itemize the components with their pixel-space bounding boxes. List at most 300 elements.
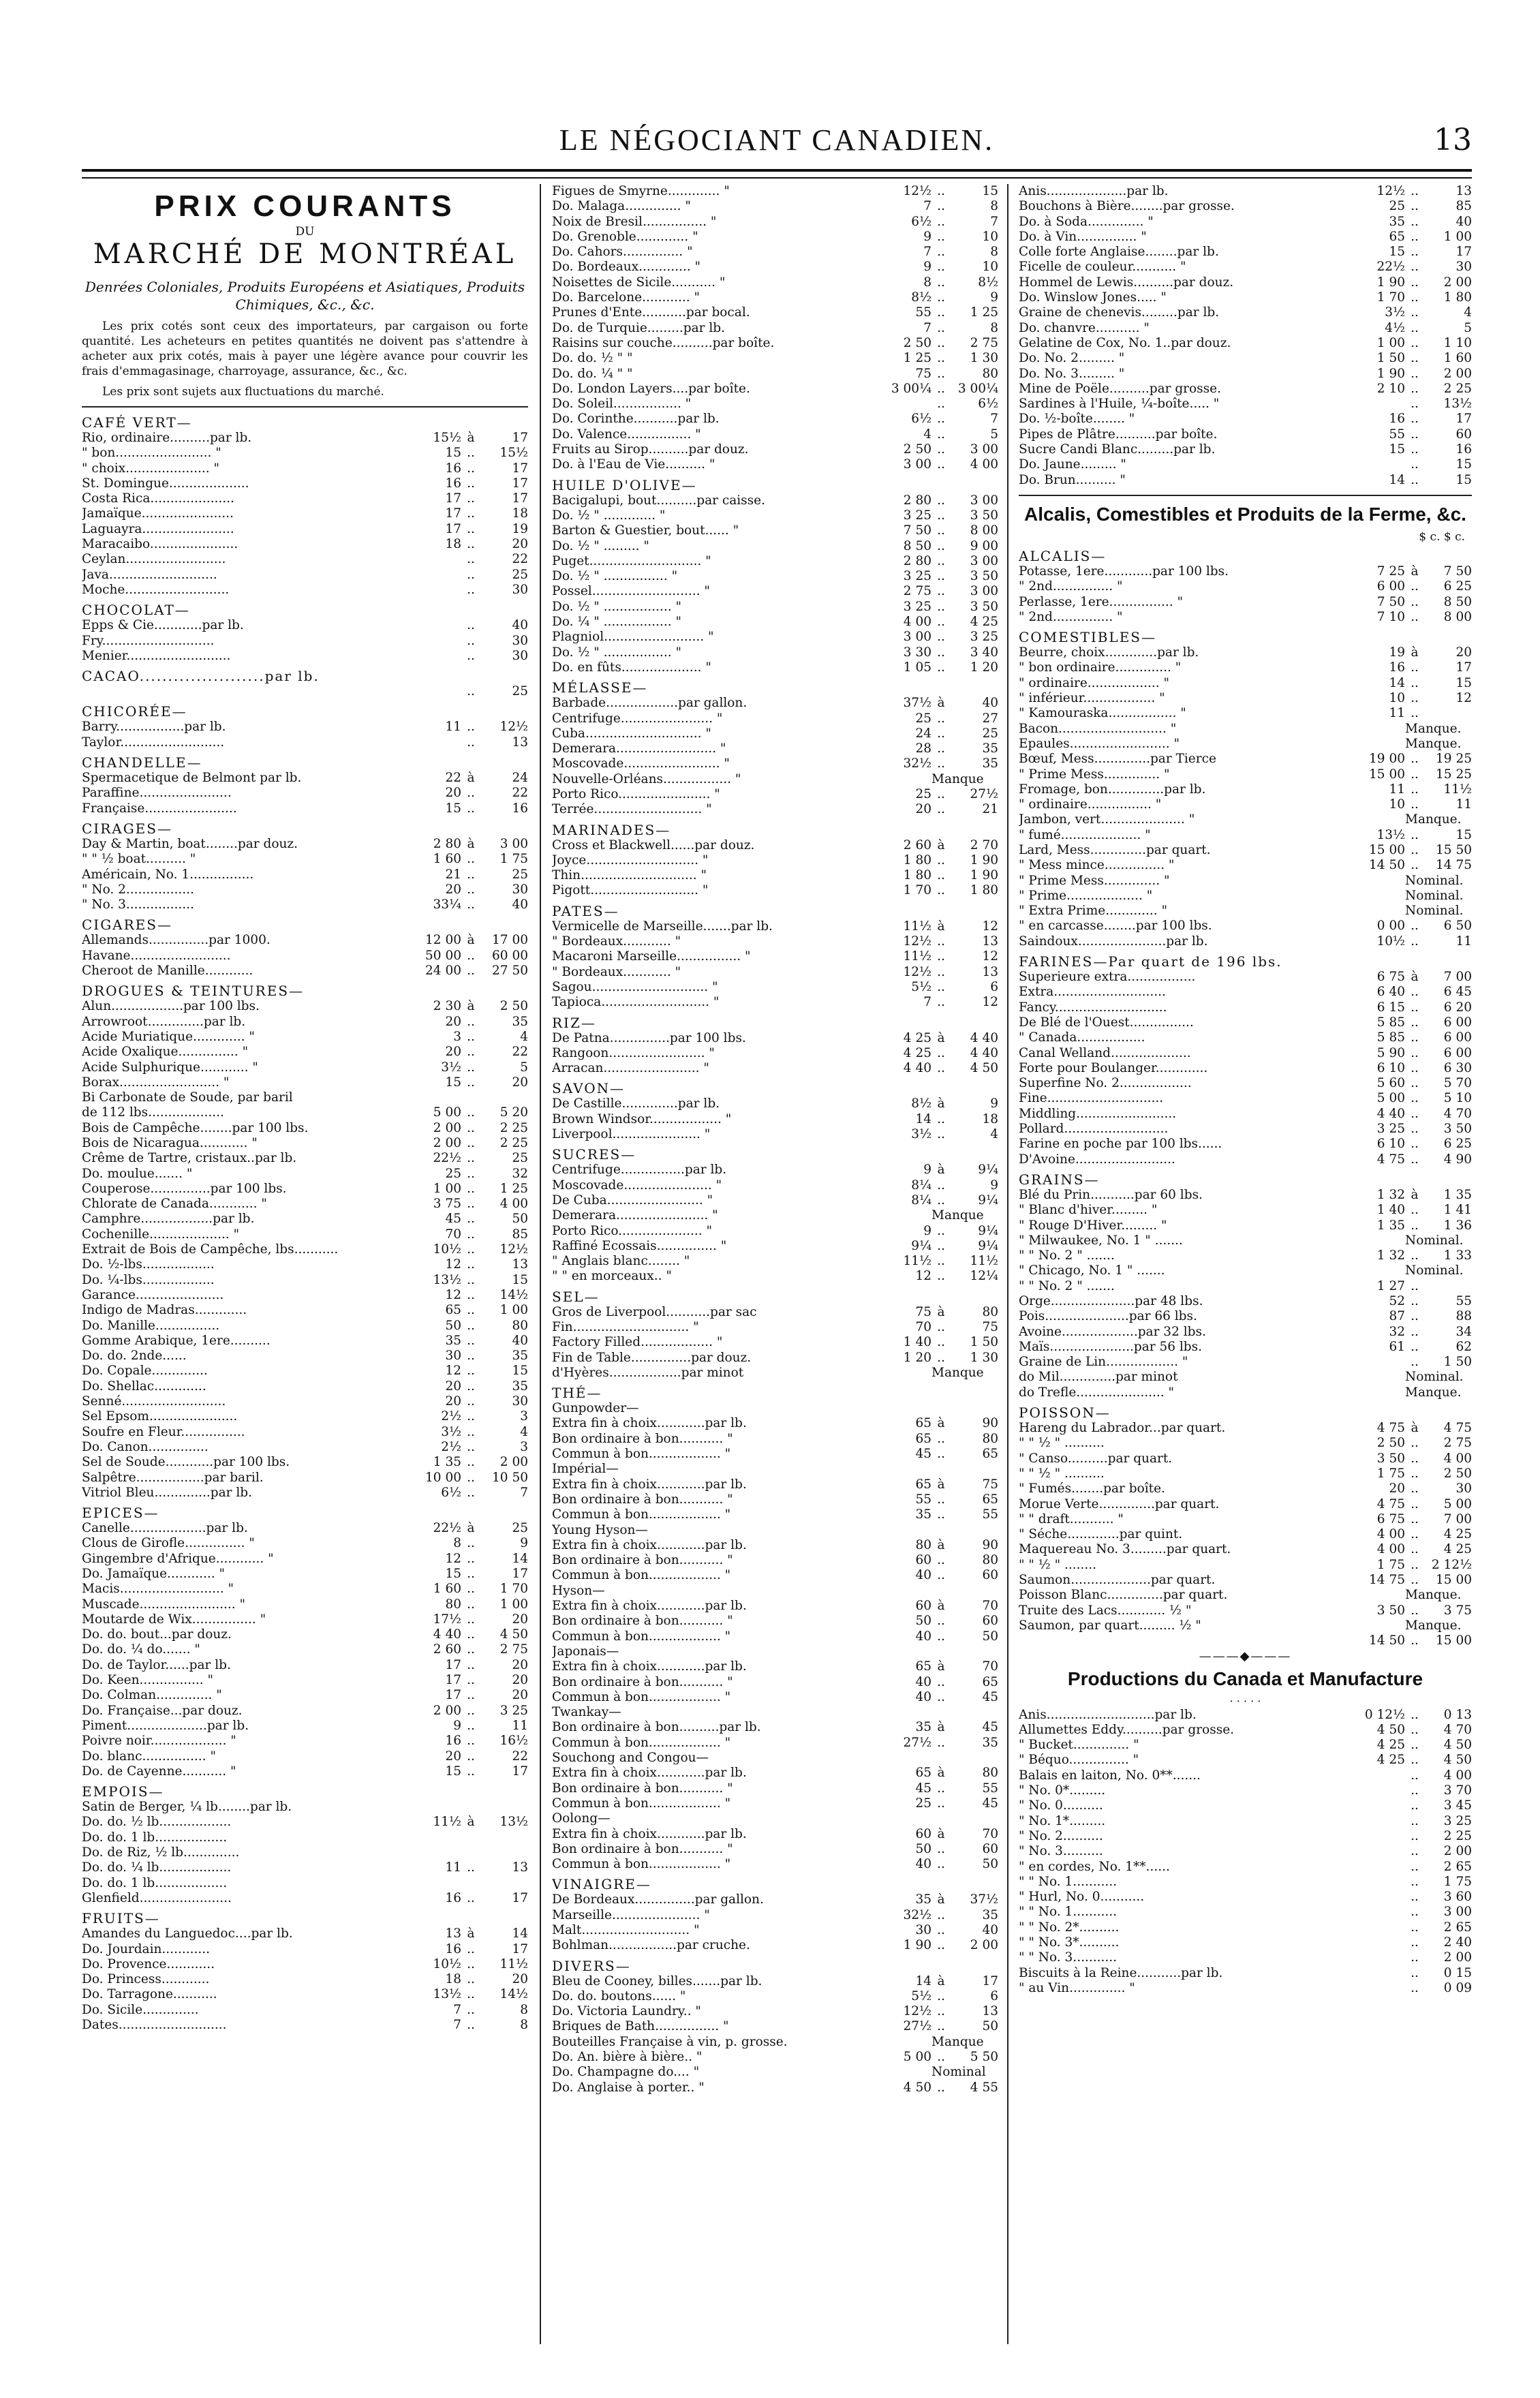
price-high: 45: [982, 1720, 998, 1735]
item-label: " Canada.................: [1019, 1030, 1145, 1045]
price-separator: ..: [467, 2018, 475, 2033]
item-label: Do. Winslow Jones..... ": [1019, 290, 1167, 305]
item-label: Hareng du Labrador...par quart.: [1019, 1421, 1226, 1436]
price-separator: ..: [467, 582, 475, 597]
price-row: [82, 1425, 528, 1440]
price-high: 11½: [1443, 782, 1472, 797]
price-high: 70: [982, 1599, 998, 1614]
price-row: [1019, 1814, 1472, 1829]
price-row: [1019, 305, 1472, 320]
price-low: 2 10: [1376, 381, 1405, 396]
price-row: [82, 1942, 528, 1957]
price-row: [552, 367, 998, 382]
price-separator: ..: [467, 1551, 475, 1566]
item-label: " Mess mince............... ": [1019, 858, 1175, 873]
price-row: [552, 1224, 998, 1239]
price-separator: ..: [937, 442, 945, 457]
item-label: Do. en fûts.................... ": [552, 660, 711, 675]
price-row: [552, 508, 998, 523]
price-high: [951, 1366, 998, 1381]
price-separator: ..: [1411, 609, 1419, 624]
item-label: Do. Soleil................. ": [552, 397, 692, 412]
item-label: Do. de Riz, ½ lb..............: [82, 1845, 240, 1860]
price-low: 1 27: [1376, 1278, 1405, 1293]
price-separator: ..: [1411, 1935, 1419, 1950]
price-separator: ..: [467, 1582, 475, 1597]
item-label: Do. ½ " ............. ": [552, 508, 666, 523]
price-low: 0 00: [1376, 919, 1405, 934]
price-row: [82, 1227, 528, 1242]
item-label: Jamaïque.......................: [82, 506, 234, 521]
item-label: Crême de Tartre, cristaux..par lb.: [82, 1151, 297, 1166]
price-low: [1357, 1588, 1405, 1603]
price-row: [1019, 1370, 1472, 1385]
price-high: 30: [1456, 260, 1472, 275]
price-section: [552, 822, 998, 899]
price-sections: [82, 414, 528, 2033]
price-high: [1424, 874, 1472, 889]
price-high: 15: [1456, 827, 1472, 842]
price-separator: ..: [1411, 1278, 1419, 1293]
price-row: [1019, 275, 1472, 290]
price-low: 2 60: [903, 837, 931, 852]
price-separator: à: [937, 1659, 945, 1674]
price-separator: ..: [467, 1642, 475, 1657]
price-row: [82, 1379, 528, 1394]
price-separator: ..: [937, 260, 945, 275]
section-heading: CHOCOLAT—: [82, 602, 190, 619]
item-label: Commun à bon.................. ": [552, 1507, 731, 1522]
price-row: [1019, 1844, 1472, 1859]
price-low: [1357, 1829, 1405, 1844]
price-row: [82, 1471, 528, 1486]
price-low: 45: [915, 1447, 931, 1462]
price-high: [1424, 1263, 1472, 1278]
price-row: [552, 1599, 998, 1614]
item-label: Do. An. bière à bière.. ": [552, 2050, 703, 2065]
price-low: [1357, 1935, 1405, 1950]
price-separator: ..: [937, 949, 945, 964]
price-low: [1357, 874, 1405, 889]
price-row: [1019, 1588, 1472, 1603]
price-high: 4 40: [970, 1030, 998, 1045]
price-low: 60: [915, 1599, 931, 1614]
price-row: [1019, 1279, 1472, 1294]
price-high: 3 00: [1443, 1905, 1472, 1920]
item-label: Rio, ordinaire..........par lb.: [82, 431, 252, 445]
price-low: 6 40: [1376, 985, 1405, 1000]
price-low: 14: [1389, 675, 1405, 690]
price-high: 12: [982, 949, 998, 964]
price-high: 3 00: [970, 442, 998, 457]
price-separator: [461, 1845, 480, 1860]
price-row: [82, 1830, 528, 1845]
price-separator: ..: [467, 1972, 475, 1987]
price-row: [1019, 1753, 1472, 1768]
price-low: 4 40: [1376, 1106, 1405, 1121]
price-row: [82, 1045, 528, 1060]
price-separator: ..: [467, 1612, 475, 1627]
price-low: 20: [445, 1014, 461, 1029]
price-separator: ..: [937, 457, 945, 472]
item-label: Moscovade...................... ": [552, 1178, 722, 1193]
price-low: 32½: [903, 1907, 931, 1922]
price-low: 16: [445, 1941, 461, 1956]
item-label: Do. No. 3......... ": [1019, 366, 1125, 381]
price-row: [552, 980, 998, 995]
price-row: [82, 852, 528, 867]
price-low: 16: [1389, 412, 1405, 427]
item-label: Beurre, choix.............par lb.: [1019, 645, 1199, 660]
price-row: [1019, 1633, 1472, 1648]
price-high: [1424, 812, 1472, 827]
price-low: 4 50: [1376, 1722, 1405, 1737]
price-row: [552, 351, 998, 366]
price-high: [1424, 889, 1472, 904]
price-high: 65: [982, 1492, 998, 1507]
price-high: 17: [1456, 660, 1472, 675]
price-separator: Nominal.: [1405, 888, 1464, 903]
price-high: 18: [982, 1111, 998, 1126]
item-label: Extra fin à choix............par lb.: [552, 1416, 747, 1431]
price-separator: ..: [1411, 1965, 1419, 1980]
price-high: 12½: [499, 1242, 528, 1257]
price-high: [1424, 1588, 1472, 1603]
item-label: Do. Shellac.............: [82, 1379, 206, 1394]
item-label: Alun..................par 100 lbs.: [82, 999, 260, 1014]
price-high: 21: [982, 802, 998, 817]
section-heading: FARINES—Par quart de 196 lbs.: [1019, 953, 1282, 970]
price-separator: ..: [467, 882, 475, 897]
price-separator: ..: [467, 852, 475, 867]
price-low: 5 00: [903, 2050, 931, 2065]
price-low: 32½: [903, 756, 931, 771]
price-low: 3 25: [1376, 1122, 1405, 1137]
item-label: Sel de Soude............par 100 lbs.: [82, 1455, 290, 1470]
price-separator: ..: [937, 1781, 945, 1796]
item-label: Colle forte Anglaise........par lb.: [1019, 245, 1219, 260]
price-separator: ..: [1411, 1527, 1419, 1542]
price-high: 60: [1456, 427, 1472, 442]
price-high: 27: [982, 711, 998, 726]
item-label: [82, 684, 414, 699]
price-separator: ..: [467, 1987, 475, 2002]
price-low: 15: [445, 1075, 461, 1090]
price-row: [1019, 1248, 1472, 1263]
item-label: Do. à Vin............... ": [1019, 229, 1147, 244]
price-high: 11: [512, 1718, 528, 1733]
price-high: 15: [512, 1272, 528, 1287]
item-label: Borax......................... ": [82, 1075, 230, 1090]
price-low: [1357, 889, 1405, 904]
price-high: 7 00: [1443, 1511, 1472, 1526]
price-high: 12: [982, 995, 998, 1010]
price-low: 11: [445, 1860, 461, 1875]
price-high: 16½: [499, 1734, 528, 1749]
price-high: 1 35: [1443, 1187, 1472, 1202]
price-separator: ..: [937, 290, 945, 305]
price-section: [552, 184, 998, 473]
price-separator: ..: [467, 552, 475, 567]
price-separator: ..: [937, 493, 945, 508]
price-row: [552, 1193, 998, 1208]
price-high: 37½: [970, 1892, 998, 1907]
item-label: Bouteilles Française à vin, p. grosse.: [552, 2034, 788, 2049]
price-low: 12½: [903, 934, 931, 949]
price-low: 1 70: [1376, 290, 1405, 305]
price-high: 4 00: [970, 457, 998, 472]
item-label: Barbade..................par gallon.: [552, 696, 748, 711]
price-section: [1019, 548, 1472, 625]
price-separator: ..: [1411, 1203, 1419, 1218]
column-2: [552, 184, 998, 2344]
price-low: 28: [915, 741, 931, 756]
item-label: Maracaibo......................: [82, 537, 238, 552]
price-row: [1019, 782, 1472, 797]
price-high: [1424, 1385, 1472, 1400]
price-high: 1 25: [970, 305, 998, 320]
item-label: Do. Jaune......... ": [1019, 457, 1126, 472]
price-separator: ..: [937, 1111, 945, 1126]
price-separator: ..: [467, 867, 475, 882]
price-low: [414, 1830, 461, 1845]
price-row: [1019, 1542, 1472, 1557]
price-separator: ..: [1411, 1339, 1419, 1354]
price-low: 25: [915, 1796, 931, 1811]
price-low: 6 75: [1376, 1511, 1405, 1526]
price-separator: ..: [1411, 1045, 1419, 1060]
price-separator: ..: [467, 1409, 475, 1424]
item-label: Avoine...................par 32 lbs.: [1019, 1324, 1206, 1339]
price-low: 65: [915, 1431, 931, 1446]
price-row: [1019, 427, 1472, 442]
price-row: [1019, 473, 1472, 488]
price-high: 6: [990, 979, 998, 994]
price-separator: ..: [1411, 1738, 1419, 1753]
price-row: [1019, 382, 1472, 397]
price-high: 20: [512, 1972, 528, 1987]
price-row: [552, 2004, 998, 2019]
item-label: Taylor..........................: [82, 735, 225, 750]
price-row: [1019, 1233, 1472, 1248]
price-section: [1019, 184, 1472, 488]
price-separator: ..: [937, 615, 945, 630]
price-high: 4 50: [1443, 1753, 1472, 1768]
price-separator: ..: [467, 446, 475, 461]
item-label: Do. Barcelone............ ": [552, 290, 700, 305]
price-low: 4 25: [903, 1045, 931, 1060]
price-high: 15 00: [1436, 1573, 1472, 1588]
price-high: 11: [1456, 797, 1472, 812]
item-label: Truite des Lacs............ ½ ": [1019, 1603, 1192, 1618]
item-label: Morue Verte..............par quart.: [1019, 1496, 1220, 1511]
price-separator: Nominal: [931, 2065, 986, 2080]
price-high: 3: [520, 1409, 528, 1424]
price-separator: ..: [467, 2002, 475, 2017]
price-row: [552, 756, 998, 771]
price-row: [1019, 1046, 1472, 1061]
price-high: 55: [1456, 1294, 1472, 1308]
price-separator: ..: [467, 1060, 475, 1075]
price-high: 20: [512, 537, 528, 552]
price-separator: ..: [937, 351, 945, 366]
price-low: 2½: [441, 1409, 461, 1424]
price-high: 3 25: [499, 1703, 528, 1718]
price-row: [552, 412, 998, 427]
price-row: [82, 1136, 528, 1151]
price-separator: ..: [1411, 1542, 1419, 1557]
price-low: 17: [445, 1688, 461, 1703]
price-separator: ..: [1411, 919, 1419, 934]
item-label: Menier..........................: [82, 648, 231, 663]
price-high: 10: [982, 229, 998, 244]
price-row: [1019, 457, 1472, 472]
price-row: [552, 1690, 998, 1705]
price-high: 13: [512, 1257, 528, 1272]
price-high: 1 90: [970, 868, 998, 883]
price-row: [1019, 1325, 1472, 1340]
item-label: Perlasse, 1ere................ ": [1019, 594, 1184, 609]
price-separator: ..: [467, 1764, 475, 1779]
price-low: 55: [915, 305, 931, 320]
price-low: 9: [923, 1163, 931, 1178]
item-label: Bois de Campêche........par 100 lbs.: [82, 1120, 309, 1135]
item-label: Cheroot de Manille............: [82, 964, 253, 979]
price-separator: à: [467, 999, 475, 1014]
item-label: Bon ordinaire à bon........... ": [552, 1553, 733, 1568]
price-separator: ..: [937, 1320, 945, 1334]
price-low: 65: [915, 1659, 931, 1674]
price-low: 9: [923, 1223, 931, 1238]
price-low: 1 40: [903, 1335, 931, 1350]
price-row: [1019, 1798, 1472, 1813]
column-1: [82, 184, 528, 2344]
price-low: 1 20: [903, 1350, 931, 1365]
price-high: [480, 1845, 528, 1860]
price-low: [414, 649, 461, 664]
item-label: Commun à bon.................. ": [552, 1735, 731, 1750]
price-section: [82, 414, 528, 598]
price-high: 4 00: [1443, 1451, 1472, 1466]
price-low: 2 00: [433, 1120, 461, 1135]
price-separator: ..: [1411, 184, 1419, 198]
price-high: 7 50: [1443, 564, 1472, 579]
item-label: Commun à bon.................. ": [552, 1857, 731, 1872]
item-label: " Prime Mess.............. ": [1019, 873, 1170, 888]
item-label: Do. Jamaïque............ ": [82, 1567, 226, 1581]
price-low: 7: [923, 199, 931, 214]
price-separator: ..: [467, 1303, 475, 1318]
item-label: Puget............................ ": [552, 553, 711, 568]
price-low: 8½: [911, 290, 931, 305]
price-low: 87: [1389, 1309, 1405, 1324]
price-high: 2 00: [499, 1455, 528, 1470]
price-separator: ..: [467, 1455, 475, 1470]
item-label: " " ½ " ..........: [1019, 1466, 1105, 1481]
price-row: [82, 491, 528, 506]
price-row: [552, 949, 998, 964]
price-separator: ..: [467, 567, 475, 582]
price-low: 11: [1389, 782, 1405, 797]
item-label: Vitriol Bleu..............par lb.: [82, 1485, 253, 1500]
item-label: Do. Canon...............: [82, 1439, 209, 1454]
item-label: Bois de Nicaragua............ ": [82, 1135, 258, 1150]
price-high: 55: [982, 1507, 998, 1522]
item-label: Do. do. bout...par douz.: [82, 1627, 232, 1642]
price-separator: ..: [1411, 691, 1419, 706]
price-row: [82, 1334, 528, 1349]
price-separator: ..: [1411, 305, 1419, 320]
price-low: [1357, 1920, 1405, 1935]
price-high: 16: [512, 801, 528, 816]
section-heading: FRUITS—: [82, 1910, 160, 1927]
price-sections: [1019, 548, 1472, 1649]
price-separator: ..: [1411, 229, 1419, 244]
price-low: 2 50: [903, 442, 931, 457]
price-low: 32: [1389, 1324, 1405, 1339]
price-separator: ..: [937, 1568, 945, 1583]
item-label: Young Hyson—: [552, 1522, 648, 1537]
price-row: [1019, 1708, 1472, 1723]
price-low: 12½: [903, 184, 931, 198]
price-high: 14 75: [1436, 858, 1472, 873]
price-separator: ..: [937, 2004, 945, 2019]
price-low: 55: [1389, 427, 1405, 442]
price-separator: ..: [1411, 1324, 1419, 1339]
price-section: [82, 917, 528, 979]
price-separator: ..: [937, 660, 945, 675]
price-low: [1357, 1768, 1405, 1783]
price-high: 1 00: [499, 1303, 528, 1318]
price-row: [82, 1167, 528, 1182]
item-label: Do. moulue....... ": [82, 1166, 193, 1181]
item-label: Centrifuge....................... ": [552, 711, 723, 726]
price-high: 20: [1456, 645, 1472, 660]
price-low: 16: [445, 476, 461, 491]
price-row: [552, 1208, 998, 1223]
price-separator: ..: [937, 569, 945, 584]
price-low: 15: [445, 1764, 461, 1779]
price-low: 4 75: [1376, 1152, 1405, 1167]
item-label: Do. de Turquie.........par lb.: [552, 320, 725, 335]
price-high: 2 00: [1443, 275, 1472, 290]
price-high: 3 40: [970, 645, 998, 660]
price-row: [1019, 1152, 1472, 1167]
price-high: 2 65: [1443, 1859, 1472, 1874]
item-label: Arracan........................ ": [552, 1061, 709, 1076]
item-label: De Patna...............par 100 lbs.: [552, 1030, 746, 1045]
price-low: 5 85: [1376, 1030, 1405, 1045]
price-low: 21: [445, 867, 461, 882]
price-low: [1357, 722, 1405, 737]
price-separator: à: [467, 933, 475, 948]
price-high: 15: [1456, 457, 1472, 472]
price-separator: [931, 1523, 951, 1538]
price-high: 3 50: [970, 508, 998, 523]
price-row: [552, 493, 998, 508]
price-row: [82, 1926, 528, 1941]
price-high: [1424, 722, 1472, 737]
price-high: 50: [982, 2019, 998, 2034]
price-separator: ..: [937, 726, 945, 741]
item-label: Do. Manille................: [82, 1318, 220, 1333]
price-low: 16: [445, 461, 461, 476]
item-label: Brown Windsor.................. ": [552, 1111, 732, 1126]
section-heading: RIZ—: [552, 1014, 596, 1031]
price-low: 7 50: [903, 523, 931, 538]
price-high: 17: [512, 1941, 528, 1956]
item-label: " Blanc d'hiver......... ": [1019, 1203, 1158, 1218]
